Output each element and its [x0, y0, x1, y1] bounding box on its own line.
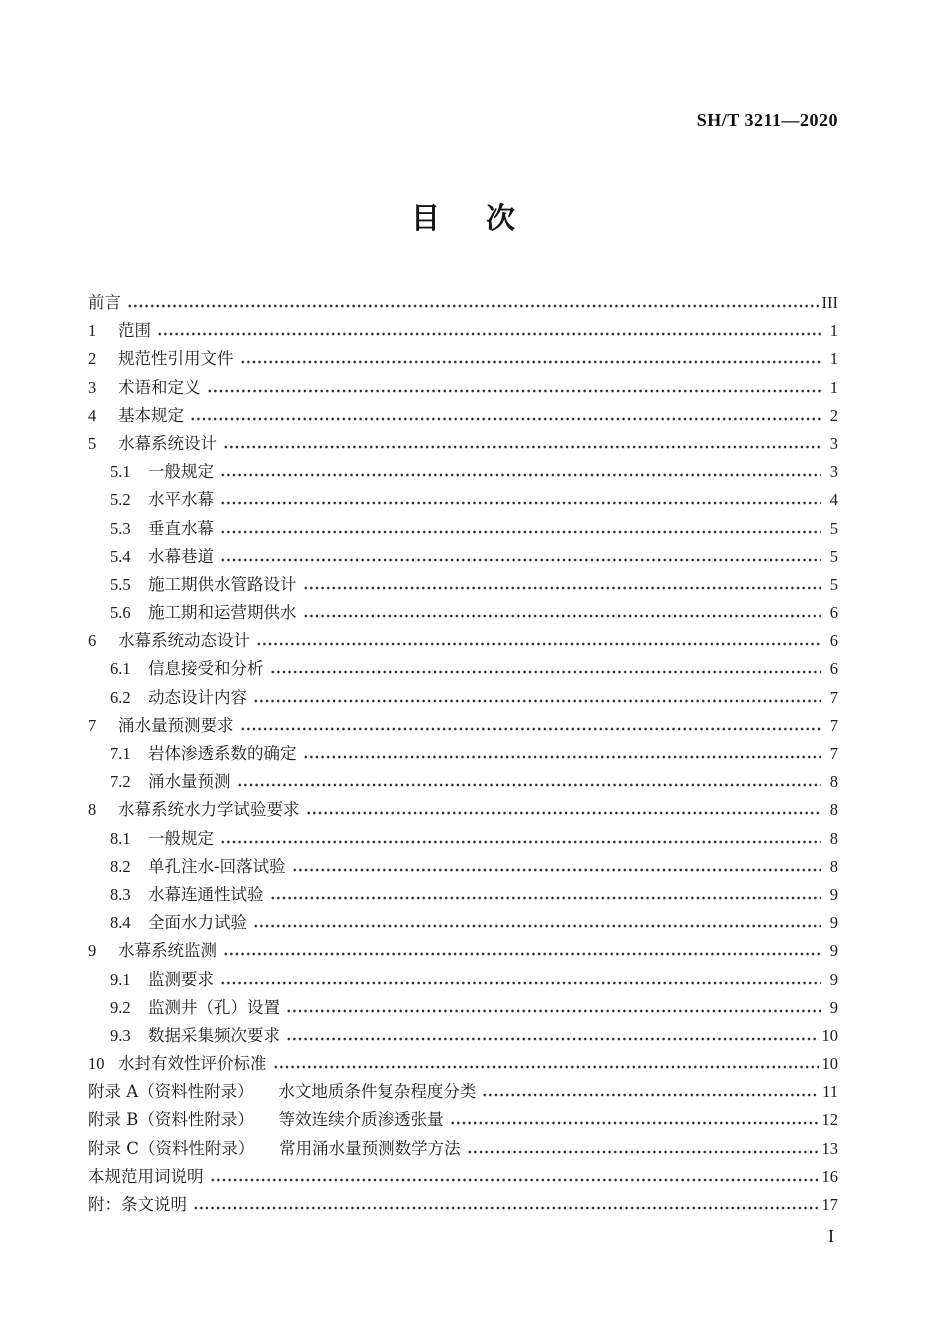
toc-entry-number: 5.4 [110, 546, 131, 566]
toc-entry [88, 599, 838, 627]
toc-entry-page: 9 [829, 941, 838, 961]
toc-entry-number: 8.1 [110, 828, 131, 848]
toc-entry-number: 6.1 [110, 659, 131, 679]
toc-entry-label: 水幕系统水力学试验要求 [118, 800, 300, 820]
dot-leader [286, 1022, 819, 1050]
toc-entry-number: 8 [88, 800, 97, 820]
toc-entry-number: 9.1 [110, 969, 131, 989]
dot-leader [270, 655, 822, 683]
toc-entry-label: 本规范用词说明 [88, 1166, 204, 1186]
page-number: I [828, 1226, 834, 1246]
dot-leader [210, 1163, 819, 1191]
toc-entry-page: 10 [821, 1054, 838, 1074]
toc-entry-page: 2 [829, 405, 838, 425]
dot-leader [253, 684, 821, 712]
toc-entry [88, 345, 838, 373]
dot-leader [220, 515, 821, 543]
page-title [88, 196, 838, 237]
toc-entry-number: 6.2 [110, 687, 131, 707]
toc-entry [88, 853, 838, 881]
toc-entry-label: 监测要求 [148, 969, 214, 989]
dot-leader [303, 571, 822, 599]
dot-leader [237, 768, 822, 796]
toc-entry-number: 9 [88, 941, 97, 961]
toc-entry-page: 8 [829, 828, 838, 848]
dot-leader [190, 402, 821, 430]
toc-entry-label: 涌水量预测要求 [118, 715, 234, 735]
toc-entry-number: 2 [88, 349, 97, 369]
toc-entry-page: 5 [829, 574, 838, 594]
toc-entry-number: 7.2 [110, 772, 131, 792]
toc-entry [88, 374, 838, 402]
toc-entry-number: 3 [88, 377, 97, 397]
toc-entry-number: 6 [88, 631, 97, 651]
toc-entry-label: 水幕系统动态设计 [118, 631, 250, 651]
dot-leader [207, 374, 822, 402]
toc-entry [88, 1022, 838, 1050]
toc-entry-label: 一般规定 [148, 462, 214, 482]
toc-entry-number: 1 [88, 321, 97, 341]
dot-leader [193, 1191, 819, 1219]
toc-entry-label: 数据采集频次要求 [148, 1025, 280, 1045]
toc-entry-label: 水平水幕 [148, 490, 214, 510]
toc-entry-number: 5 [88, 433, 97, 453]
toc-entry-page: 3 [829, 433, 838, 453]
toc-entry-label: 规范性引用文件 [118, 349, 234, 369]
toc-entry-page: 12 [821, 1110, 838, 1130]
dot-leader [253, 909, 821, 937]
toc-entry-label: 监测井（孔）设置 [148, 997, 280, 1017]
toc-entry-label: 水封有效性评价标准 [118, 1054, 267, 1074]
dot-leader [127, 289, 819, 317]
toc-entry [88, 515, 838, 543]
toc-entry-label: 动态设计内容 [148, 687, 247, 707]
toc-entry-page: 8 [829, 800, 838, 820]
toc-entry-number: 8.2 [110, 856, 131, 876]
dot-leader [157, 317, 821, 345]
toc-entry-label: 水幕系统监测 [118, 941, 217, 961]
toc-entry [88, 1135, 838, 1163]
toc-entry-page: 9 [829, 913, 838, 933]
toc-entry [88, 994, 838, 1022]
toc-entry-page: 16 [821, 1166, 838, 1186]
toc-entry-label: 全面水力试验 [148, 913, 247, 933]
dot-leader [306, 796, 822, 824]
toc-entry-page: 1 [829, 349, 838, 369]
toc-entry-label: 水幕巷道 [148, 546, 214, 566]
toc-entry-number: 8.4 [110, 913, 131, 933]
dot-leader [286, 994, 821, 1022]
toc-entry-label: 范围 [118, 321, 151, 341]
toc-entry-page: 8 [829, 772, 838, 792]
toc-entry [88, 684, 838, 712]
toc-entry [88, 937, 838, 965]
toc-entry [88, 543, 838, 571]
toc-entry-label: 基本规定 [118, 405, 184, 425]
toc-entry [88, 627, 838, 655]
toc-list [88, 289, 838, 1219]
toc-entry-label: 术语和定义 [118, 377, 201, 397]
toc-entry-page: 4 [829, 490, 838, 510]
toc-entry-page: 6 [829, 603, 838, 623]
toc-entry [88, 289, 838, 317]
dot-leader [482, 1078, 819, 1106]
toc-entry-page: 9 [829, 969, 838, 989]
dot-leader [220, 825, 821, 853]
toc-entry [88, 1163, 838, 1191]
toc-entry [88, 712, 838, 740]
dot-leader [223, 430, 821, 458]
toc-entry [88, 402, 838, 430]
toc-entry-label: 附录 C（资料性附录） 常用涌水量预测数学方法 [88, 1138, 461, 1158]
toc-entry-label: 附录 A（资料性附录） 水文地质条件复杂程度分类 [88, 1082, 477, 1102]
toc-entry-page: 5 [829, 546, 838, 566]
toc-entry [88, 909, 838, 937]
toc-entry-label: 施工期和运营期供水 [148, 603, 297, 623]
toc-entry [88, 486, 838, 514]
toc-entry-label: 一般规定 [148, 828, 214, 848]
toc-entry-number: 8.3 [110, 884, 131, 904]
toc-entry-number: 5.1 [110, 462, 131, 482]
toc-entry-page: 10 [821, 1025, 838, 1045]
toc-entry-label: 信息接受和分析 [148, 659, 264, 679]
toc-entry-page: 3 [829, 462, 838, 482]
dot-leader [270, 881, 822, 909]
toc-entry-label: 附录 B（资料性附录） 等效连续介质渗透张量 [88, 1110, 444, 1130]
toc-entry [88, 571, 838, 599]
toc-entry-number: 7.1 [110, 744, 131, 763]
toc-entry-page: 6 [829, 631, 838, 651]
dot-leader [220, 486, 821, 514]
toc-entry-label: 垂直水幕 [148, 518, 214, 538]
dot-leader [220, 966, 821, 994]
toc-entry-page: 7 [829, 744, 838, 763]
dot-leader [303, 740, 822, 768]
toc-entry-number: 5.2 [110, 490, 131, 510]
toc-entry-label: 附：条文说明 [88, 1195, 187, 1214]
toc-entry-number: 5.6 [110, 603, 131, 623]
dot-leader [273, 1050, 819, 1078]
toc-entry [88, 317, 838, 345]
dot-leader [450, 1106, 819, 1134]
toc-entry [88, 458, 838, 486]
toc-entry [88, 881, 838, 909]
toc-entry [88, 966, 838, 994]
toc-entry-page: 8 [829, 856, 838, 876]
toc-entry-label: 岩体渗透系数的确定 [148, 744, 297, 763]
toc-entry-page: 1 [829, 321, 838, 341]
dot-leader [240, 712, 822, 740]
toc-entry-number: 4 [88, 405, 97, 425]
toc-entry-page: 7 [829, 687, 838, 707]
dot-leader [223, 937, 821, 965]
dot-leader [220, 543, 821, 571]
toc-entry-page: 9 [829, 997, 838, 1017]
toc-entry-number: 10 [88, 1054, 105, 1074]
toc-entry [88, 655, 838, 683]
dot-leader [292, 853, 821, 881]
toc-entry-page: 9 [829, 884, 838, 904]
toc-entry [88, 740, 838, 768]
dot-leader [240, 345, 822, 373]
toc-entry-number: 5.3 [110, 518, 131, 538]
toc-entry-label: 水幕系统设计 [118, 433, 217, 453]
toc-entry-number: 7 [88, 715, 97, 735]
toc-entry [88, 430, 838, 458]
toc-entry-label: 施工期供水管路设计 [148, 574, 297, 594]
dot-leader [220, 458, 821, 486]
standard-code: SH/T 3211—2020 [696, 110, 838, 130]
toc-entry [88, 1078, 838, 1106]
toc-entry-label: 水幕连通性试验 [148, 884, 264, 904]
page-title-char-2: 次 [486, 201, 516, 235]
toc-entry-label: 单孔注水-回落试验 [148, 856, 286, 876]
toc-entry-page: 13 [821, 1138, 838, 1158]
toc-entry-label: 前言 [88, 293, 121, 312]
toc-entry [88, 768, 838, 796]
toc-entry [88, 825, 838, 853]
toc-entry-page: 7 [829, 715, 838, 735]
toc-entry-page: 6 [829, 659, 838, 679]
dot-leader [303, 599, 822, 627]
toc-entry [88, 1106, 838, 1134]
dot-leader [256, 627, 821, 655]
page-title-char-1: 目 [410, 201, 440, 235]
toc-entry [88, 796, 838, 824]
toc-entry-number: 5.5 [110, 574, 131, 594]
toc-entry [88, 1191, 838, 1219]
toc-entry-label: 涌水量预测 [148, 772, 231, 792]
dot-leader [467, 1135, 819, 1163]
toc-entry-page: 1 [829, 377, 838, 397]
toc-entry [88, 1050, 838, 1078]
toc-entry-number: 9.2 [110, 997, 131, 1017]
toc-entry-number: 9.3 [110, 1025, 131, 1045]
toc-entry-page: 17 [821, 1195, 838, 1214]
toc-entry-page: III [821, 293, 838, 312]
toc-entry-page: 5 [829, 518, 838, 538]
toc-entry-page: 11 [822, 1082, 838, 1102]
